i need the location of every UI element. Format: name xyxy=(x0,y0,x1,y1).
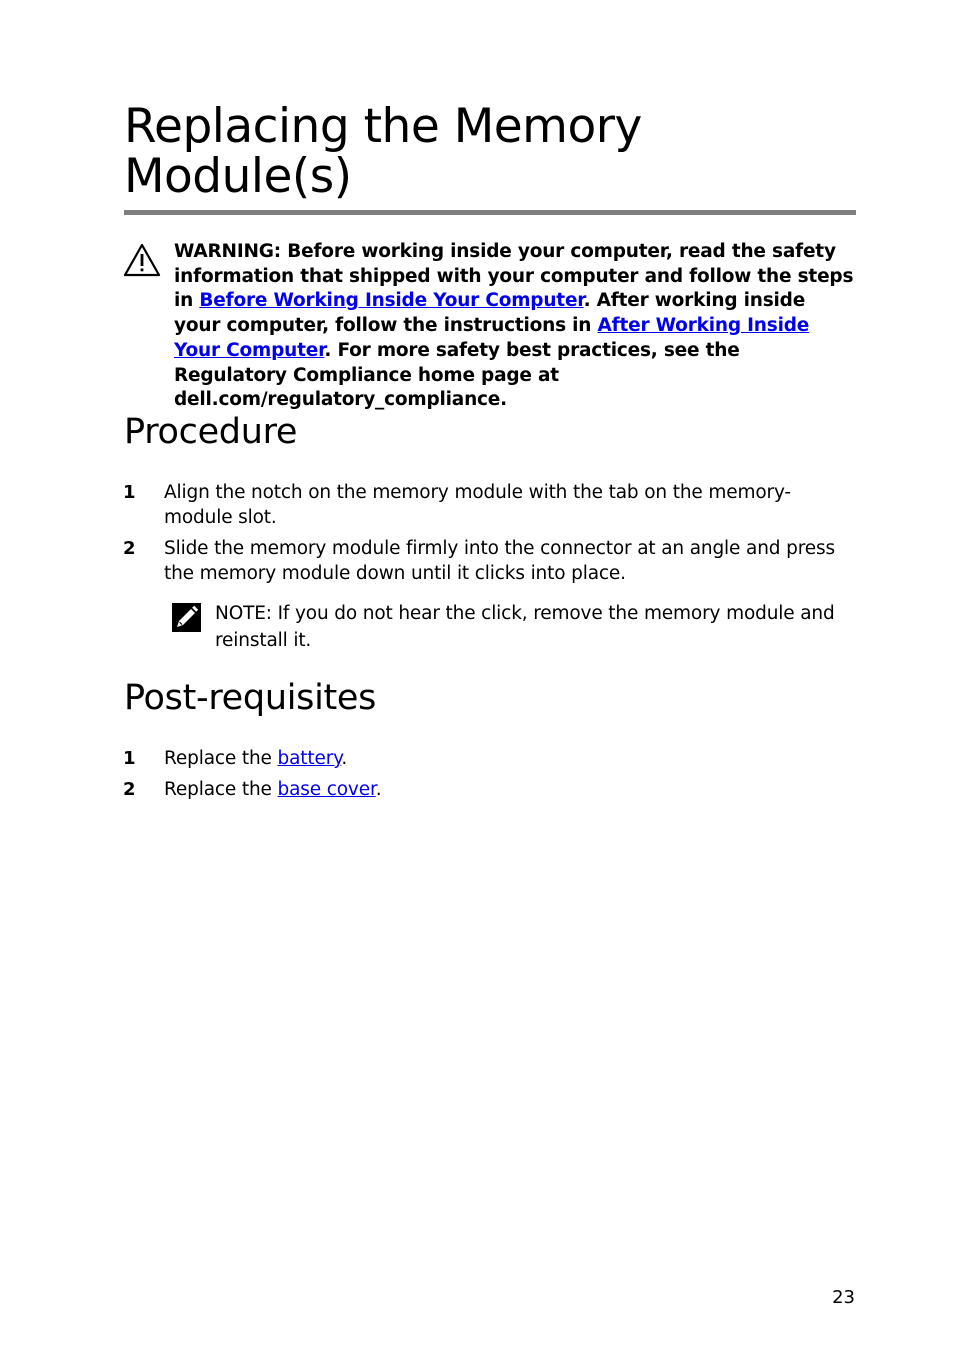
warning-text-end: . For more safety best practices, see the Regulatory Compliance home page at dell.com/regulatory_compliance. xyxy=(174,339,740,411)
warning-text-intro: WARNING: Before working inside your computer, read the safety information that shipped with your computer and follow the steps in xyxy=(174,241,854,312)
page-number: 23 xyxy=(832,1287,855,1308)
note-pencil-icon xyxy=(172,603,201,632)
base-cover-link[interactable]: base cover xyxy=(277,779,376,800)
title-divider xyxy=(124,210,856,215)
procedure-step-text: Slide the memory module firmly into the connector at an angle and press the memory module down until it clicks into place. xyxy=(164,538,835,584)
procedure-heading: Procedure xyxy=(124,412,298,452)
after-working-inside-link[interactable]: After Working Inside Your Computer xyxy=(174,315,810,361)
post-requisite-step-number: 1 xyxy=(123,748,136,769)
page-title: Replacing the Memory Module(s) xyxy=(124,99,642,204)
battery-link[interactable]: battery xyxy=(277,748,342,769)
post-requisites-heading: Post-requisites xyxy=(124,678,377,718)
procedure-step-text: Align the notch on the memory module with the tab on the memory-module slot. xyxy=(164,482,791,528)
post-requisite-step-text xyxy=(164,777,859,802)
before-working-inside-link[interactable]: Before Working Inside Your Computer xyxy=(199,290,584,312)
post-requisite-step-suffix: . xyxy=(375,779,382,800)
warning-message xyxy=(174,240,854,413)
post-requisite-step-number: 2 xyxy=(123,779,136,800)
procedure-step-number: 1 xyxy=(123,482,136,503)
post-requisite-step-prefix: Replace the xyxy=(164,779,278,800)
post-requisite-step-prefix: Replace the xyxy=(164,748,278,769)
note-body: If you do not hear the click, remove the memory module and reinstall it. xyxy=(215,603,835,651)
post-requisite-step-suffix: . xyxy=(341,748,348,769)
warning-text-middle: . After working inside your computer, follow the instructions in xyxy=(174,290,806,337)
warning-triangle-icon xyxy=(123,243,161,277)
note-label: NOTE: xyxy=(215,603,272,624)
note-message xyxy=(215,600,855,654)
procedure-step-number: 2 xyxy=(123,538,136,559)
post-requisite-step-text xyxy=(164,746,859,771)
